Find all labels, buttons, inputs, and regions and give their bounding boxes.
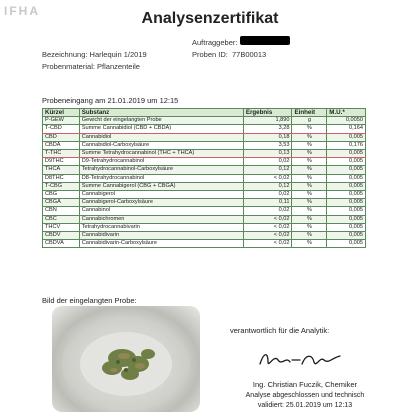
cannabis-sample-image <box>52 306 200 412</box>
table-row <box>43 133 366 141</box>
cell-u: % <box>292 199 327 207</box>
cell-e: 0,13 <box>243 150 292 158</box>
cell-s: Cannabidivarin <box>79 232 243 240</box>
cell-k: CBN <box>43 207 80 215</box>
cell-k: T-THC <box>43 150 80 158</box>
cell-u: % <box>292 191 327 199</box>
cell-s: Summe Tetrahydrocannabinol (THC + THCA) <box>79 150 243 158</box>
cell-k: T-CBG <box>43 182 80 190</box>
cell-e: 0,11 <box>243 199 292 207</box>
header-mu: M.U.* <box>327 109 366 117</box>
cell-e: 0,12 <box>243 166 292 174</box>
cell-u: % <box>292 174 327 182</box>
cell-k: CBDV <box>43 232 80 240</box>
cell-k: CBD <box>43 133 80 141</box>
cell-m: 0,005 <box>327 174 366 182</box>
cell-m: 0,005 <box>327 240 366 248</box>
cell-s: Tetrahydrocannabinol-Carboxylsäure <box>79 166 243 174</box>
cell-k: THCV <box>43 223 80 231</box>
table-header-row <box>43 109 366 117</box>
cell-s: Cannabigerol <box>79 191 243 199</box>
cell-e: < 0,02 <box>243 240 292 248</box>
probeneingang: Probeneingang am 21.01.2019 um 12:15 <box>42 96 179 105</box>
cell-u: % <box>292 141 327 149</box>
chemist-name: Ing. Christian Fuczik, Chemiker <box>252 380 358 389</box>
cell-u: % <box>292 125 327 133</box>
table-row <box>43 182 366 190</box>
cell-e: 1,890 <box>243 117 292 125</box>
cell-u: % <box>292 133 327 141</box>
cell-e: 0,02 <box>243 158 292 166</box>
cell-e: 3,53 <box>243 141 292 149</box>
cell-e: 0,02 <box>243 207 292 215</box>
table-row <box>43 207 366 215</box>
analysis-done-line2: validiert: 25.01.2019 um 12:13 <box>257 402 353 409</box>
table-row <box>43 125 366 133</box>
cell-s: Cannabidiol-Carboxylsäure <box>79 141 243 149</box>
cell-e: 0,18 <box>243 133 292 141</box>
cell-m: 0,005 <box>327 207 366 215</box>
table-row <box>43 150 366 158</box>
header-kuerzel: Kürzel <box>43 109 80 117</box>
page-title: Analysenzertifikat <box>141 10 279 27</box>
cell-m: 0,005 <box>327 199 366 207</box>
sample-photo <box>52 306 200 412</box>
redaction-bar <box>240 36 290 45</box>
cell-m: 0,164 <box>327 125 366 133</box>
cell-u: % <box>292 240 327 248</box>
cell-u: % <box>292 215 327 223</box>
table-row <box>43 191 366 199</box>
cell-k: CBC <box>43 215 80 223</box>
cell-k: CBDVA <box>43 240 80 248</box>
cell-m: 0,176 <box>327 141 366 149</box>
cell-k: CBGA <box>43 199 80 207</box>
cell-e: < 0,02 <box>243 232 292 240</box>
cell-m: 0,005 <box>327 133 366 141</box>
table-row <box>43 240 366 248</box>
table-row <box>43 158 366 166</box>
proben-id-label: Proben ID: <box>192 50 228 59</box>
table-row <box>43 199 366 207</box>
logo-ifha: IFHA <box>4 4 40 18</box>
bild-label: Bild der eingelangten Probe: <box>42 296 137 305</box>
table-row <box>43 166 366 174</box>
cell-s: Cannabichromen <box>79 215 243 223</box>
cell-s: Cannabinol <box>79 207 243 215</box>
cell-m: 0,005 <box>327 223 366 231</box>
table-row <box>43 223 366 231</box>
cell-e: 3,28 <box>243 125 292 133</box>
cell-m: 0,005 <box>327 158 366 166</box>
table-row <box>43 232 366 240</box>
signature <box>256 346 346 377</box>
cell-k: D9THC <box>43 158 80 166</box>
cell-m: 0,005 <box>327 150 366 158</box>
proben-id-value: 77B00013 <box>232 50 267 59</box>
cell-s: D9-Tetrahydrocannabinol <box>79 158 243 166</box>
cell-e: < 0,02 <box>243 174 292 182</box>
auftraggeber-label: Auftraggeber: <box>192 38 238 47</box>
cell-e: < 0,02 <box>243 215 292 223</box>
cell-e: 0,12 <box>243 182 292 190</box>
cell-u: % <box>292 158 327 166</box>
bezeichnung: Bezeichnung: Harlequin 1/2019 <box>42 50 147 59</box>
header-substanz: Substanz <box>79 109 243 117</box>
cell-s: Tetrahydrocannabivarin <box>79 223 243 231</box>
cell-s: Cannabigerol-Carboxylsäure <box>79 199 243 207</box>
cell-k: THCA <box>43 166 80 174</box>
analysis-done-line1: Analyse abgeschlossen und technisch <box>245 392 365 399</box>
table-row <box>43 174 366 182</box>
table-row <box>43 215 366 223</box>
header-ergebnis: Ergebnis <box>243 109 292 117</box>
header-einheit: Einheit <box>292 109 327 117</box>
cell-s: Cannabidiol <box>79 133 243 141</box>
cell-u: % <box>292 150 327 158</box>
cell-u: % <box>292 232 327 240</box>
cell-s: Gewicht der eingelangten Probe <box>79 117 243 125</box>
probenmaterial: Probenmaterial: Pflanzenteile <box>42 62 140 71</box>
cell-s: Cannabidivarin-Carboxylsäure <box>79 240 243 248</box>
cell-k: P-GEW <box>43 117 80 125</box>
cell-u: % <box>292 182 327 190</box>
cell-u: % <box>292 223 327 231</box>
cell-u: % <box>292 166 327 174</box>
cell-k: D8THC <box>43 174 80 182</box>
cell-m: 0,005 <box>327 166 366 174</box>
cell-m: 0,0050 <box>327 117 366 125</box>
cell-k: T-CBD <box>43 125 80 133</box>
table-row <box>43 117 366 125</box>
cell-m: 0,005 <box>327 232 366 240</box>
cell-u: % <box>292 207 327 215</box>
cell-k: CBDA <box>43 141 80 149</box>
cell-k: CBG <box>43 191 80 199</box>
cell-m: 0,005 <box>327 215 366 223</box>
cell-m: 0,005 <box>327 191 366 199</box>
cell-e: 0,02 <box>243 191 292 199</box>
table-row <box>43 141 366 149</box>
cell-s: D8-Tetrahydrocannabinol <box>79 174 243 182</box>
cell-s: Summe Cannabidiol (CBD + CBDA) <box>79 125 243 133</box>
results-table <box>42 108 366 248</box>
results-table-body <box>43 117 366 248</box>
signature-icon <box>256 346 346 372</box>
cell-e: < 0,02 <box>243 223 292 231</box>
cell-m: 0,005 <box>327 182 366 190</box>
cell-s: Summe Cannabigerol (CBG + CBGA) <box>79 182 243 190</box>
cell-u: g <box>292 117 327 125</box>
analytik-label: verantwortlich für die Analytik: <box>230 326 330 335</box>
